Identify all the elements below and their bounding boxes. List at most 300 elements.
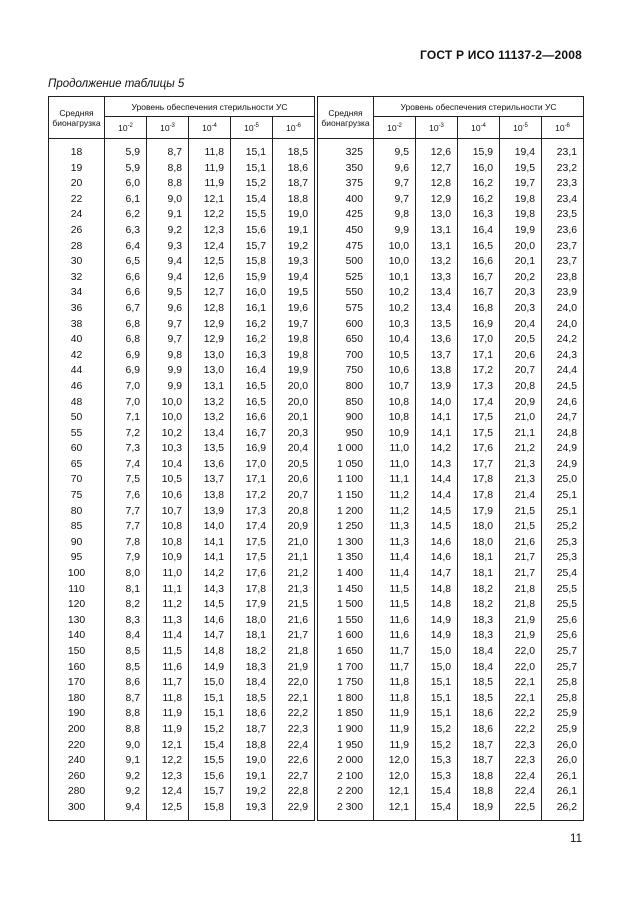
- sal-value-cell: 11,5: [374, 582, 416, 598]
- sal-exponent: -2: [127, 122, 133, 129]
- sal-level-header: $10^{-2}$: [374, 117, 416, 139]
- sal-value-cell: 21,9: [500, 628, 542, 644]
- sal-value-cell: 9,9: [147, 363, 189, 379]
- table-row: [49, 628, 315, 644]
- table-row: [49, 784, 315, 800]
- sal-value-cell: 17,2: [231, 488, 273, 504]
- sal-value-cell: 19,4: [273, 270, 315, 286]
- sal-value-cell: 18,8: [231, 738, 273, 754]
- sal-value-cell: 26,2: [542, 800, 584, 816]
- sal-value-cell: 21,3: [500, 472, 542, 488]
- sal-value-cell: 18,6: [458, 722, 500, 738]
- sal-value-cell: 7,9: [105, 550, 147, 566]
- bioburden-cell: 170: [49, 675, 105, 691]
- sal-value-cell: 17,7: [458, 457, 500, 473]
- sal-value-cell: 11,9: [374, 722, 416, 738]
- table-row: [318, 550, 584, 566]
- sal-value-cell: 13,1: [416, 223, 458, 239]
- bioburden-cell: 240: [49, 753, 105, 769]
- table-row: [49, 363, 315, 379]
- sal-value-cell: 15,1: [231, 145, 273, 161]
- bioburden-cell: 2 300: [318, 800, 374, 816]
- sal-value-cell: 17,4: [458, 395, 500, 411]
- sal-value-cell: 8,6: [105, 675, 147, 691]
- sal-value-cell: 11,7: [147, 675, 189, 691]
- bioburden-cell: 1 900: [318, 722, 374, 738]
- table-row: [49, 597, 315, 613]
- sal-value-cell: 14,7: [416, 566, 458, 582]
- bioburden-cell: 48: [49, 395, 105, 411]
- sal-value-cell: 21,0: [273, 535, 315, 551]
- table-row: [318, 176, 584, 192]
- sal-value-cell: 9,7: [374, 176, 416, 192]
- sal-value-cell: 19,1: [273, 223, 315, 239]
- sal-value-cell: 15,4: [231, 192, 273, 208]
- bioburden-cell: 30: [49, 254, 105, 270]
- table-row: [49, 410, 315, 426]
- sal-value-cell: 8,7: [105, 691, 147, 707]
- table-row: [49, 753, 315, 769]
- table-row: [49, 239, 315, 255]
- sal-value-cell: 15,4: [416, 784, 458, 800]
- sal-value-cell: 25,1: [542, 504, 584, 520]
- sal-value-cell: 9,3: [147, 239, 189, 255]
- sal-value-cell: 14,1: [416, 426, 458, 442]
- sal-value-cell: 16,7: [458, 285, 500, 301]
- table-row: [318, 145, 584, 161]
- sal-value-cell: 25,3: [542, 550, 584, 566]
- sal-value-cell: 21,2: [500, 441, 542, 457]
- sal-value-cell: 20,0: [273, 379, 315, 395]
- sal-value-cell: 6,8: [105, 332, 147, 348]
- table-row: [49, 332, 315, 348]
- sal-value-cell: 14,5: [416, 519, 458, 535]
- sal-value-cell: 14,7: [189, 628, 231, 644]
- sal-value-cell: 14,1: [189, 550, 231, 566]
- sal-value-cell: 26,0: [542, 753, 584, 769]
- table-row: [318, 426, 584, 442]
- bioburden-cell: 2 200: [318, 784, 374, 800]
- sal-value-cell: 17,5: [231, 550, 273, 566]
- table-row: [49, 504, 315, 520]
- sal-value-cell: 15,0: [189, 675, 231, 691]
- sal-exponent: -5: [522, 122, 528, 129]
- document-standard: ГОСТ Р ИСО 11137-2—2008: [419, 48, 582, 62]
- bioburden-cell: 475: [318, 239, 374, 255]
- bioburden-cell: 100: [49, 566, 105, 582]
- sal-value-cell: 13,2: [189, 395, 231, 411]
- sal-value-cell: 17,5: [458, 410, 500, 426]
- sal-value-cell: 11,7: [374, 660, 416, 676]
- sal-value-cell: 19,0: [273, 207, 315, 223]
- bioburden-cell: 450: [318, 223, 374, 239]
- sal-value-cell: 9,1: [105, 753, 147, 769]
- sal-value-cell: 5,9: [105, 161, 147, 177]
- sal-value-cell: 13,6: [189, 457, 231, 473]
- sal-value-cell: 14,8: [189, 644, 231, 660]
- sal-value-cell: 21,9: [500, 613, 542, 629]
- sal-value-cell: 19,8: [273, 332, 315, 348]
- table-row: [318, 207, 584, 223]
- sal-value-cell: 26,1: [542, 769, 584, 785]
- bioburden-cell: 1 200: [318, 504, 374, 520]
- bioburden-cell: 900: [318, 410, 374, 426]
- sal-value-cell: 10,3: [147, 441, 189, 457]
- table-row: [49, 722, 315, 738]
- sal-value-cell: 19,7: [273, 317, 315, 333]
- sal-value-cell: 13,5: [416, 317, 458, 333]
- sal-value-cell: 10,0: [147, 395, 189, 411]
- sal-value-cell: 6,1: [105, 192, 147, 208]
- sal-value-cell: 13,0: [189, 363, 231, 379]
- table-row: [318, 706, 584, 722]
- sal-value-cell: 22,2: [500, 706, 542, 722]
- sal-value-cell: 9,4: [105, 800, 147, 816]
- column-header-sal: Уровень обеспечения стерильности УС: [105, 97, 315, 117]
- table-row: [318, 254, 584, 270]
- sal-value-cell: 12,2: [189, 207, 231, 223]
- bioburden-cell: 18: [49, 145, 105, 161]
- sal-value-cell: 21,3: [273, 582, 315, 598]
- sal-value-cell: 6,6: [105, 285, 147, 301]
- sal-value-cell: 9,7: [374, 192, 416, 208]
- sal-value-cell: 19,2: [231, 784, 273, 800]
- sal-value-cell: 18,8: [458, 769, 500, 785]
- bioburden-cell: 750: [318, 363, 374, 379]
- table-row: [49, 550, 315, 566]
- sal-value-cell: 8,8: [105, 706, 147, 722]
- sal-value-cell: 24,8: [542, 426, 584, 442]
- sal-value-cell: 22,0: [273, 675, 315, 691]
- table-row: [318, 379, 584, 395]
- sal-value-cell: 12,3: [189, 223, 231, 239]
- sal-value-cell: 15,1: [231, 161, 273, 177]
- sal-value-cell: 9,1: [147, 207, 189, 223]
- sal-level-header: $10^{-6}$: [273, 117, 315, 139]
- sal-value-cell: 23,7: [542, 239, 584, 255]
- sal-value-cell: 10,2: [147, 426, 189, 442]
- sal-value-cell: 15,9: [458, 145, 500, 161]
- sal-value-cell: 23,3: [542, 176, 584, 192]
- table-row: [49, 395, 315, 411]
- sal-value-cell: 12,6: [189, 270, 231, 286]
- table-row: [49, 644, 315, 660]
- sal-value-cell: 9,5: [374, 145, 416, 161]
- sal-value-cell: 12,3: [147, 769, 189, 785]
- sal-value-cell: 14,4: [416, 472, 458, 488]
- sal-value-cell: 19,0: [231, 753, 273, 769]
- sal-value-cell: 10,8: [147, 535, 189, 551]
- sal-value-cell: 21,7: [500, 566, 542, 582]
- sal-value-cell: 15,0: [416, 660, 458, 676]
- sal-value-cell: 20,3: [500, 301, 542, 317]
- sal-value-cell: 16,3: [458, 207, 500, 223]
- sal-value-cell: 12,4: [189, 239, 231, 255]
- sal-value-cell: 12,4: [147, 784, 189, 800]
- sal-value-cell: 7,7: [105, 504, 147, 520]
- sal-value-cell: 20,4: [500, 317, 542, 333]
- sal-value-cell: 9,2: [105, 784, 147, 800]
- sal-value-cell: 25,9: [542, 722, 584, 738]
- bioburden-cell: 65: [49, 457, 105, 473]
- sal-value-cell: 25,5: [542, 582, 584, 598]
- sal-value-cell: 10,4: [374, 332, 416, 348]
- bioburden-cell: 160: [49, 660, 105, 676]
- sal-value-cell: 11,6: [374, 628, 416, 644]
- sal-value-cell: 23,1: [542, 145, 584, 161]
- sal-value-cell: 19,3: [231, 800, 273, 816]
- sal-value-cell: 6,2: [105, 207, 147, 223]
- sal-value-cell: 21,8: [273, 644, 315, 660]
- bioburden-cell: 38: [49, 317, 105, 333]
- sal-value-cell: 10,2: [374, 285, 416, 301]
- table-row: [318, 738, 584, 754]
- sal-value-cell: 11,3: [374, 535, 416, 551]
- sal-level-header: $10^{-4}$: [189, 117, 231, 139]
- sal-value-cell: 8,5: [105, 660, 147, 676]
- bioburden-cell: 40: [49, 332, 105, 348]
- sal-value-cell: 20,0: [500, 239, 542, 255]
- sal-value-cell: 26,1: [542, 784, 584, 800]
- sal-value-cell: 20,9: [273, 519, 315, 535]
- sal-value-cell: 14,1: [416, 410, 458, 426]
- sal-value-cell: 9,8: [374, 207, 416, 223]
- sal-value-cell: 14,0: [416, 395, 458, 411]
- sal-value-cell: 21,6: [500, 535, 542, 551]
- sal-value-cell: 18,5: [231, 691, 273, 707]
- table-row: [318, 800, 584, 816]
- bioburden-cell: 19: [49, 161, 105, 177]
- sal-value-cell: 14,0: [189, 519, 231, 535]
- sal-value-cell: 15,2: [416, 738, 458, 754]
- table-row: [49, 660, 315, 676]
- sal-value-cell: 12,1: [189, 192, 231, 208]
- sal-value-cell: 18,6: [231, 706, 273, 722]
- bioburden-cell: 1 800: [318, 691, 374, 707]
- table-row: [318, 332, 584, 348]
- sal-value-cell: 14,9: [189, 660, 231, 676]
- bioburden-cell: 85: [49, 519, 105, 535]
- column-header-sal: Уровень обеспечения стерильности УС: [374, 97, 584, 117]
- sal-value-cell: 8,8: [147, 161, 189, 177]
- sal-value-cell: 22,3: [273, 722, 315, 738]
- sal-value-cell: 20,8: [500, 379, 542, 395]
- sal-value-cell: 15,1: [416, 706, 458, 722]
- bioburden-cell: 20: [49, 176, 105, 192]
- sal-value-cell: 17,6: [231, 566, 273, 582]
- sal-value-cell: 21,8: [500, 597, 542, 613]
- sal-value-cell: 13,4: [416, 301, 458, 317]
- table-row: [49, 441, 315, 457]
- sal-value-cell: 14,3: [189, 582, 231, 598]
- sal-value-cell: 6,4: [105, 239, 147, 255]
- sal-value-cell: 23,9: [542, 285, 584, 301]
- sal-value-cell: 24,3: [542, 348, 584, 364]
- sal-value-cell: 15,0: [416, 644, 458, 660]
- sal-value-cell: 16,7: [458, 270, 500, 286]
- sal-value-cell: 20,3: [273, 426, 315, 442]
- bioburden-cell: 1 050: [318, 457, 374, 473]
- sal-value-cell: 20,1: [500, 254, 542, 270]
- sal-value-cell: 9,7: [147, 317, 189, 333]
- sal-value-cell: 25,4: [542, 566, 584, 582]
- sal-value-cell: 18,4: [231, 675, 273, 691]
- table-row: [49, 488, 315, 504]
- sal-value-cell: 13,9: [189, 504, 231, 520]
- bioburden-cell: 140: [49, 628, 105, 644]
- sal-value-cell: 14,5: [189, 597, 231, 613]
- sal-value-cell: 15,1: [189, 706, 231, 722]
- sal-value-cell: 18,1: [231, 628, 273, 644]
- sal-value-cell: 18,2: [231, 644, 273, 660]
- sal-value-cell: 25,7: [542, 644, 584, 660]
- sal-value-cell: 24,9: [542, 457, 584, 473]
- sal-value-cell: 20,8: [273, 504, 315, 520]
- sal-value-cell: 12,2: [147, 753, 189, 769]
- sal-value-cell: 14,3: [416, 457, 458, 473]
- sal-value-cell: 20,6: [500, 348, 542, 364]
- sal-level-header: $10^{-4}$: [458, 117, 500, 139]
- sal-exponent: -6: [564, 122, 570, 129]
- sal-value-cell: 17,0: [458, 332, 500, 348]
- table-row: [318, 192, 584, 208]
- sal-value-cell: 19,8: [500, 207, 542, 223]
- sal-value-cell: 5,9: [105, 145, 147, 161]
- sal-value-cell: 19,8: [500, 192, 542, 208]
- sal-value-cell: 18,5: [458, 691, 500, 707]
- sal-value-cell: 22,4: [500, 784, 542, 800]
- sal-value-cell: 7,0: [105, 395, 147, 411]
- sal-value-cell: 17,9: [458, 504, 500, 520]
- sal-value-cell: 20,7: [273, 488, 315, 504]
- sal-level-header: $10^{-6}$: [542, 117, 584, 139]
- sal-value-cell: 9,0: [147, 192, 189, 208]
- table-row: [49, 207, 315, 223]
- sal-value-cell: 10,7: [374, 379, 416, 395]
- sal-value-cell: 14,1: [189, 535, 231, 551]
- bioburden-cell: 375: [318, 176, 374, 192]
- sal-value-cell: 21,0: [500, 410, 542, 426]
- bioburden-cell: 1 250: [318, 519, 374, 535]
- table-row: [318, 270, 584, 286]
- bioburden-cell: 22: [49, 192, 105, 208]
- bioburden-cell: 325: [318, 145, 374, 161]
- sal-value-cell: 9,6: [147, 301, 189, 317]
- table-row: [49, 161, 315, 177]
- table-row: [49, 192, 315, 208]
- sal-value-cell: 25,5: [542, 597, 584, 613]
- table-row: [49, 769, 315, 785]
- table-row: [49, 613, 315, 629]
- sal-value-cell: 17,1: [231, 472, 273, 488]
- sal-value-cell: 14,6: [416, 535, 458, 551]
- sal-value-cell: 11,3: [147, 613, 189, 629]
- sal-value-cell: 12,1: [374, 800, 416, 816]
- sal-value-cell: 8,0: [105, 566, 147, 582]
- sal-value-cell: 6,6: [105, 270, 147, 286]
- bioburden-cell: 46: [49, 379, 105, 395]
- sal-value-cell: 19,4: [500, 145, 542, 161]
- bioburden-cell: 700: [318, 348, 374, 364]
- bioburden-cell: 120: [49, 597, 105, 613]
- sal-value-cell: 18,2: [458, 597, 500, 613]
- sal-value-cell: 11,5: [147, 644, 189, 660]
- sal-value-cell: 18,3: [458, 628, 500, 644]
- sal-value-cell: 15,9: [231, 270, 273, 286]
- sal-value-cell: 17,3: [231, 504, 273, 520]
- sal-value-cell: 18,0: [458, 535, 500, 551]
- table-row: [318, 504, 584, 520]
- sal-value-cell: 12,5: [189, 254, 231, 270]
- sal-value-cell: 13,7: [416, 348, 458, 364]
- sal-exponent: -5: [253, 122, 259, 129]
- sal-value-cell: 16,4: [458, 223, 500, 239]
- sal-value-cell: 20,5: [500, 332, 542, 348]
- table-row: [49, 738, 315, 754]
- sal-value-cell: 6,5: [105, 254, 147, 270]
- sal-value-cell: 10,5: [374, 348, 416, 364]
- sal-exponent: -3: [438, 122, 444, 129]
- sal-value-cell: 15,7: [231, 239, 273, 255]
- bioburden-cell: 1 300: [318, 535, 374, 551]
- sal-value-cell: 14,2: [189, 566, 231, 582]
- sal-value-cell: 8,5: [105, 644, 147, 660]
- sal-value-cell: 22,1: [500, 675, 542, 691]
- sal-value-cell: 11,0: [374, 457, 416, 473]
- bioburden-cell: 280: [49, 784, 105, 800]
- sal-value-cell: 10,5: [147, 472, 189, 488]
- sal-value-cell: 7,3: [105, 441, 147, 457]
- sal-value-cell: 11,9: [147, 706, 189, 722]
- sal-value-cell: 20,0: [273, 395, 315, 411]
- column-header-bioburden: Средняя бионагрузка: [49, 97, 105, 139]
- sal-value-cell: 17,8: [458, 488, 500, 504]
- sal-value-cell: 23,8: [542, 270, 584, 286]
- sal-value-cell: 13,4: [189, 426, 231, 442]
- sal-value-cell: 13,7: [189, 472, 231, 488]
- sal-value-cell: 21,3: [500, 457, 542, 473]
- sal-value-cell: 17,9: [231, 597, 273, 613]
- bioburden-cell: 1 950: [318, 738, 374, 754]
- bioburden-cell: 220: [49, 738, 105, 754]
- table-row: [318, 363, 584, 379]
- sal-value-cell: 7,4: [105, 457, 147, 473]
- bioburden-cell: 1 000: [318, 441, 374, 457]
- sal-value-cell: 7,8: [105, 535, 147, 551]
- sal-value-cell: 19,9: [500, 223, 542, 239]
- sal-value-cell: 18,7: [458, 738, 500, 754]
- sal-value-cell: 8,3: [105, 613, 147, 629]
- sal-value-cell: 9,5: [147, 285, 189, 301]
- table-row: [49, 535, 315, 551]
- sal-value-cell: 9,0: [105, 738, 147, 754]
- sal-value-cell: 17,6: [458, 441, 500, 457]
- sal-value-cell: 9,9: [374, 223, 416, 239]
- table-row: [318, 223, 584, 239]
- sal-value-cell: 20,5: [273, 457, 315, 473]
- table-row: [49, 472, 315, 488]
- table-row: [318, 301, 584, 317]
- sal-table-right: [317, 96, 584, 821]
- sal-value-cell: 17,2: [458, 363, 500, 379]
- bioburden-cell: 42: [49, 348, 105, 364]
- sal-value-cell: 15,4: [416, 800, 458, 816]
- sal-value-cell: 12,7: [416, 161, 458, 177]
- sal-value-cell: 13,2: [189, 410, 231, 426]
- sal-value-cell: 17,1: [458, 348, 500, 364]
- sal-value-cell: 7,7: [105, 519, 147, 535]
- bioburden-cell: 190: [49, 706, 105, 722]
